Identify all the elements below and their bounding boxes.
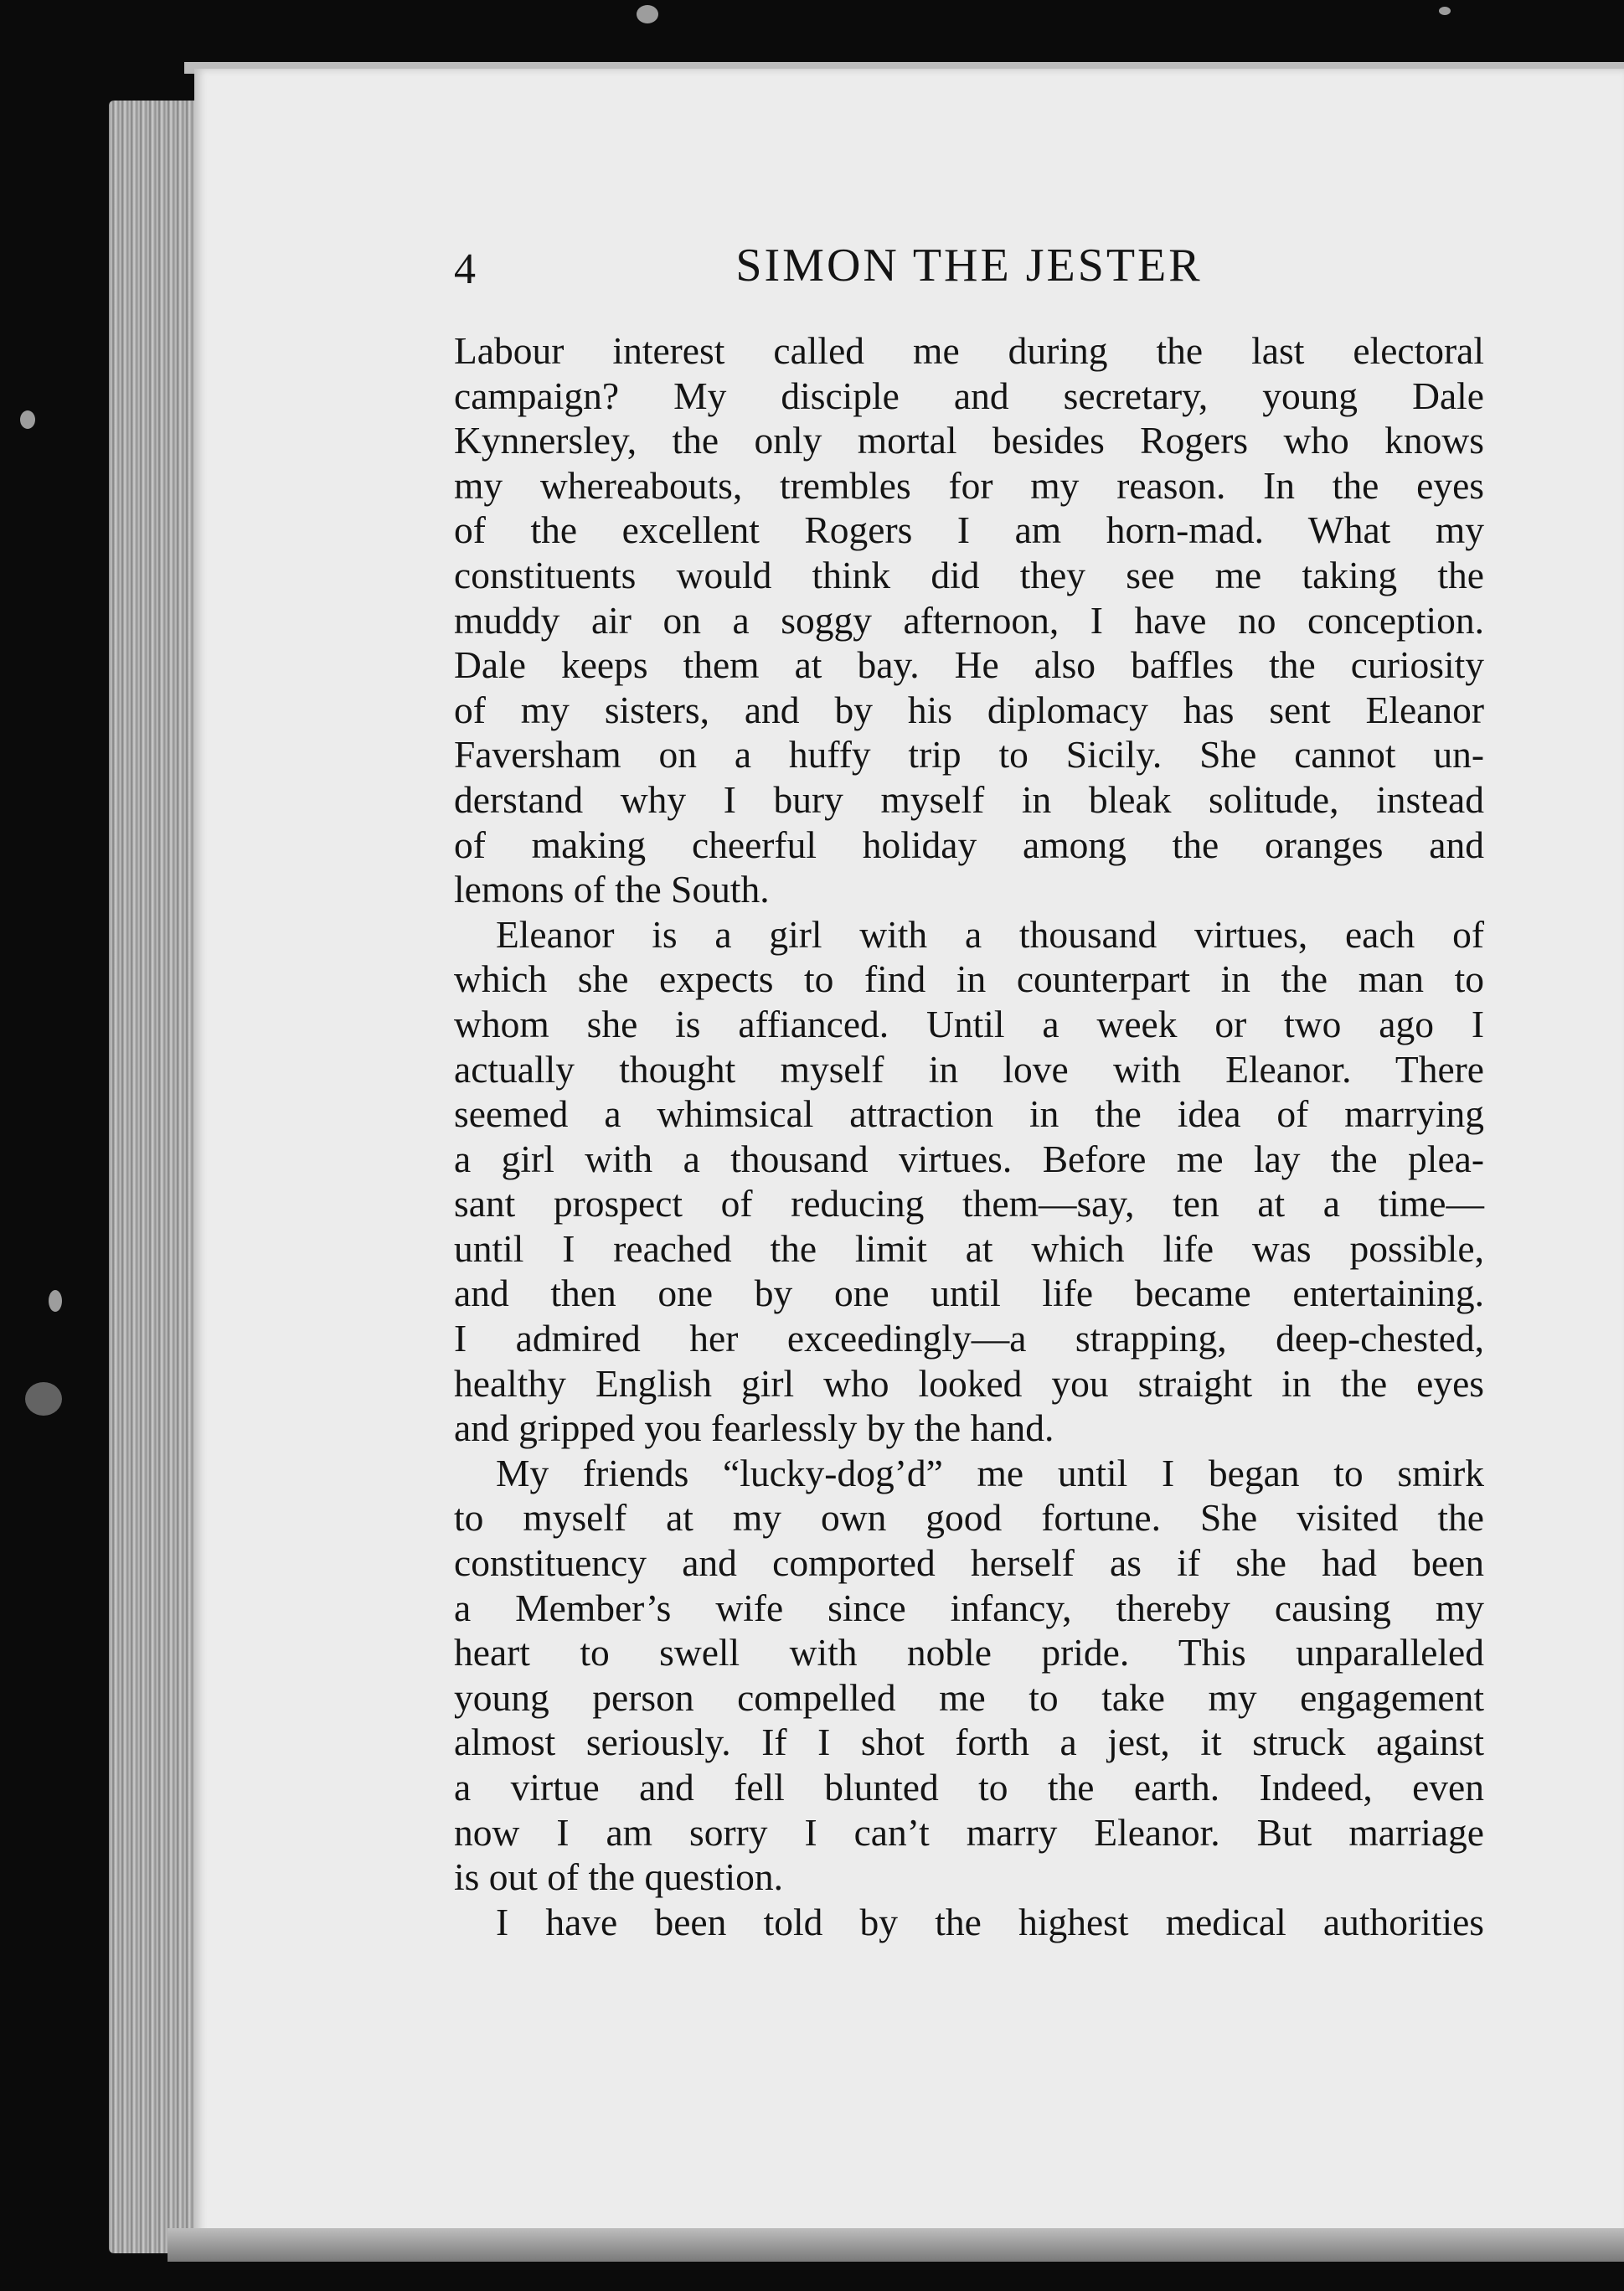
text-line: until I reached the limit at which life was possible, (454, 1226, 1484, 1270)
text-line: Dale keeps them at bay. He also baffles the curiosity (454, 643, 1484, 687)
text-line: campaign? My disciple and secretary, young Dale (454, 374, 1484, 417)
text-line: I admired her exceedingly—a strapping, deep-chested, (454, 1317, 1484, 1360)
text-line: a virtue and fell blunted to the earth. Indeed, even (454, 1766, 1484, 1809)
page-number: 4 (454, 245, 476, 293)
text-line: of making cheerful holiday among the oranges and (454, 823, 1484, 866)
text-line: which she expects to find in counterpart in the man to (454, 957, 1484, 1001)
text-line: sant prospect of reducing them—say, ten at a time— (454, 1182, 1484, 1225)
text-line: I have been told by the highest medical authorities (496, 1900, 1484, 1943)
text-line: Kynnersley, the only mortal besides Rogers who knows (454, 419, 1484, 462)
dust-speck (1439, 7, 1451, 15)
text-line: and gripped you fearlessly by the hand. (454, 1406, 1054, 1450)
dust-speck (20, 410, 35, 429)
text-line: young person compelled me to take my engagement (454, 1675, 1484, 1719)
text-line: and then one by one until life became entertaining. (454, 1272, 1484, 1315)
text-line: to myself at my own good fortune. She visited the (454, 1496, 1484, 1540)
page-header (454, 236, 1484, 295)
text-line: actually thought myself in love with Eleanor. There (454, 1047, 1484, 1091)
text-line: muddy air on a soggy afternoon, I have no conception. (454, 598, 1484, 642)
page-bottom-edge (168, 2228, 1624, 2262)
text-line: My friends “lucky-dog’d” me until I began to smirk (496, 1451, 1484, 1494)
text-line: whom she is affianced. Until a week or two ago I (454, 1002, 1484, 1045)
running-title: SIMON THE JESTER (735, 240, 1203, 292)
dust-speck (25, 1382, 62, 1416)
text-line: of the excellent Rogers I am horn-mad. What my (454, 508, 1484, 552)
text-line: is out of the question. (454, 1855, 784, 1899)
text-line: now I am sorry I can’t marry Eleanor. But marriage (454, 1810, 1484, 1854)
text-line: my whereabouts, trembles for my reason. In the eyes (454, 463, 1484, 507)
text-line: derstand why I bury myself in bleak solitude, instead (454, 777, 1484, 821)
text-line: constituents would think did they see me taking the (454, 553, 1484, 596)
text-line: heart to swell with noble pride. This unparalleled (454, 1631, 1484, 1674)
text-line: Eleanor is a girl with a thousand virtues, each of (496, 912, 1484, 956)
text-line: almost seriously. If I shot forth a jest, it struck against (454, 1721, 1484, 1764)
text-line: a Member’s wife since infancy, thereby causing my (454, 1586, 1484, 1629)
dust-speck (637, 5, 658, 23)
text-line: constituency and comported herself as if she had been (454, 1541, 1484, 1585)
text-line: seemed a whimsical attraction in the idea of marrying (454, 1092, 1484, 1136)
text-line: healthy English girl who looked you straight in the eyes (454, 1361, 1484, 1405)
text-line: Labour interest called me during the last electoral (454, 329, 1484, 372)
body-text (454, 328, 1484, 1944)
dust-speck (49, 1290, 62, 1312)
text-line: lemons of the South. (454, 868, 770, 911)
text-line: a girl with a thousand virtues. Before me lay the plea- (454, 1137, 1484, 1180)
text-line: Faversham on a huffy trip to Sicily. She cannot un- (454, 733, 1484, 777)
text-line: of my sisters, and by his diplomacy has sent Eleanor (454, 688, 1484, 731)
